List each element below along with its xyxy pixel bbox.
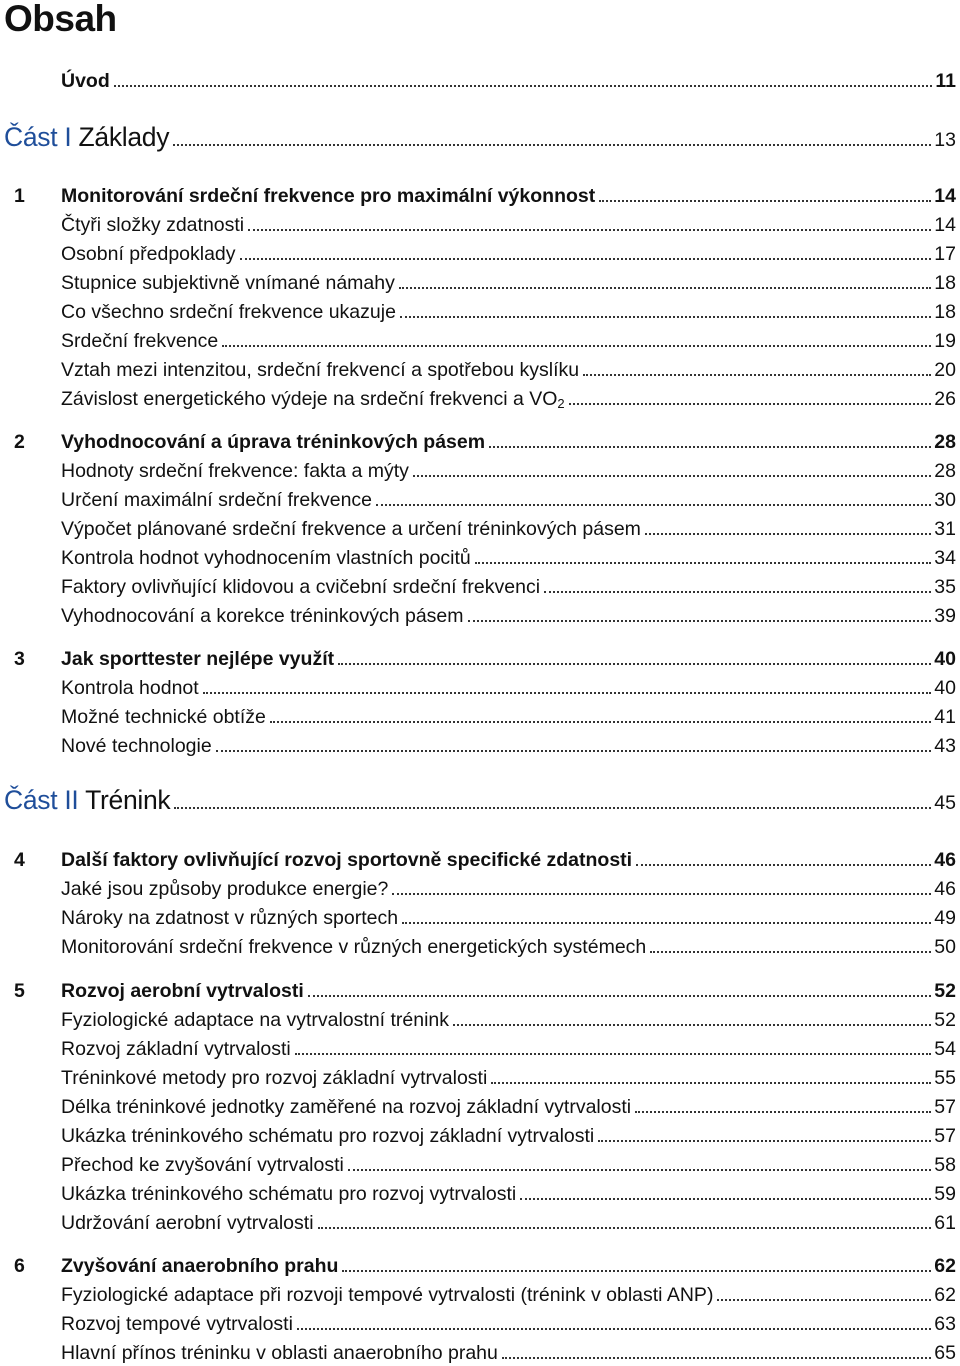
toc-entry[interactable]: [0, 243, 960, 265]
toc-entry[interactable]: [0, 878, 960, 900]
toc-label: [61, 1313, 293, 1335]
toc-label: [61, 185, 595, 207]
toc-label: [4, 122, 169, 152]
toc-page-number: 26: [934, 388, 956, 411]
toc-number: 6: [14, 1255, 25, 1278]
dot-leader: [248, 229, 931, 231]
dot-leader: [402, 922, 931, 924]
toc-label: [61, 1125, 594, 1147]
toc-number: 3: [14, 648, 25, 671]
toc-chapter[interactable]: [0, 980, 960, 1002]
toc-entry[interactable]: [0, 907, 960, 929]
dot-leader: [295, 1053, 932, 1055]
toc-entry[interactable]: [0, 547, 960, 569]
toc-label: [61, 1009, 449, 1031]
page-title: Obsah: [4, 0, 117, 39]
dot-leader: [174, 807, 931, 809]
toc-page-number: 45: [934, 791, 956, 814]
toc-label: [61, 677, 199, 699]
toc-label-text: Rozvoj základní vytrvalosti: [61, 1038, 291, 1061]
toc-page-number: 28: [934, 460, 956, 483]
toc-label: [61, 1067, 487, 1089]
toc-page-number: 46: [934, 849, 956, 872]
toc-label: [61, 359, 579, 381]
toc-label: [61, 576, 540, 598]
toc-page-number: 35: [934, 576, 956, 599]
toc-page-number: 63: [934, 1313, 956, 1336]
toc-label: [61, 1284, 713, 1306]
toc-page-number: 52: [934, 980, 956, 1003]
toc-label-text: Přechod ke zvyšování vytrvalosti: [61, 1154, 344, 1177]
toc-label-text: Vyhodnocování a korekce tréninkových pásem: [61, 605, 464, 628]
part-title: Základy: [78, 121, 170, 152]
toc-label: [61, 878, 388, 900]
toc-label: [61, 1096, 631, 1118]
dot-leader: [392, 893, 931, 895]
toc-page-number: 31: [934, 518, 956, 541]
toc-label-text: Tréninkové metody pro rozvoj základní vytrvalosti: [61, 1067, 488, 1090]
dot-leader: [270, 721, 931, 723]
toc-entry[interactable]: [0, 1212, 960, 1234]
toc-label: [61, 1342, 498, 1364]
dot-leader: [468, 620, 932, 622]
toc-page-number: 34: [934, 547, 956, 570]
toc-entry[interactable]: [0, 272, 960, 294]
toc-label: [61, 460, 409, 482]
toc-label-text: Úvod: [61, 70, 110, 93]
toc-label-text: Zvyšování anaerobního prahu: [61, 1255, 339, 1278]
toc-chapter[interactable]: [0, 431, 960, 453]
toc-label-text: Ukázka tréninkového schématu pro rozvoj základní vytrvalosti: [61, 1125, 595, 1148]
toc-label: [61, 648, 334, 670]
dot-leader: [376, 504, 931, 506]
toc-entry[interactable]: [0, 1154, 960, 1176]
toc-page-number: 40: [934, 648, 956, 671]
dot-leader: [318, 1227, 932, 1229]
toc-entry[interactable]: [0, 1125, 960, 1147]
toc-label: [4, 785, 170, 815]
dot-leader: [598, 1140, 931, 1142]
dot-leader: [502, 1357, 931, 1359]
dot-leader: [583, 374, 931, 376]
toc-entry[interactable]: [0, 1342, 960, 1364]
dot-leader: [114, 85, 933, 87]
toc-page-number: 43: [934, 735, 956, 758]
dot-leader: [489, 446, 931, 448]
toc-page-number: 39: [934, 605, 956, 628]
toc-label: [61, 388, 565, 410]
toc-label: [61, 1183, 516, 1205]
toc-chapter[interactable]: [0, 648, 960, 670]
dot-leader: [645, 533, 931, 535]
toc-label: [61, 547, 471, 569]
toc-label-text: Faktory ovlivňující klidovou a cvičební srdeční frekvenci: [61, 576, 541, 599]
dot-leader: [203, 692, 932, 694]
toc-page-number: 18: [934, 301, 956, 324]
toc-label: [61, 489, 372, 511]
toc-page-number: 18: [934, 272, 956, 295]
part-number: Část II: [4, 784, 79, 815]
toc-label-text: Délka tréninkové jednotky zaměřené na rozvoj základní vytrvalosti: [61, 1096, 632, 1119]
toc-number: 1: [14, 185, 25, 208]
toc-label-text: Jaké jsou způsoby produkce energie?: [61, 878, 389, 901]
toc-label: [61, 243, 236, 265]
toc-label-text: Fyziologické adaptace na vytrvalostní trénink: [61, 1009, 450, 1032]
toc-label-text: Srdeční frekvence: [61, 330, 219, 353]
toc-label-text: Možné technické obtíže: [61, 706, 266, 729]
dot-leader: [636, 864, 931, 866]
toc-page-number: 14: [934, 185, 956, 208]
toc-label: [61, 849, 632, 871]
toc-entry[interactable]: [0, 518, 960, 540]
toc-page-number: 59: [934, 1183, 956, 1206]
dot-leader: [173, 144, 931, 146]
toc-label-text: Ukázka tréninkového schématu pro rozvoj vytrvalosti: [61, 1183, 517, 1206]
toc-page-number: 40: [934, 677, 956, 700]
toc-entry[interactable]: [0, 735, 960, 757]
toc-label-text: Jak sporttester nejlépe využít: [61, 648, 335, 671]
dot-leader: [717, 1299, 931, 1301]
toc-entry[interactable]: [0, 301, 960, 323]
subscript: 2: [557, 396, 565, 412]
toc-label-text: Osobní předpoklady: [61, 243, 236, 266]
toc-label-text: Určení maximální srdeční frekvence: [61, 489, 373, 512]
part-number: Část I: [4, 121, 72, 152]
dot-leader: [453, 1024, 931, 1026]
dot-leader: [599, 200, 931, 202]
toc-entry[interactable]: [0, 1284, 960, 1306]
toc-page-number: 30: [934, 489, 956, 512]
toc-page-number: 54: [934, 1038, 956, 1061]
toc-label-text: Hlavní přínos tréninku v oblasti anaerobního prahu: [61, 1342, 498, 1365]
toc-label-text: Kontrola hodnot: [61, 677, 199, 700]
toc-page-number: 61: [934, 1212, 956, 1235]
toc-entry[interactable]: [0, 489, 960, 511]
toc-label: [61, 706, 266, 728]
toc-page-number: 62: [934, 1255, 956, 1278]
toc-label: [61, 518, 641, 540]
toc-page-number: 20: [934, 359, 956, 382]
toc-chapter[interactable]: [0, 185, 960, 207]
toc-page-number: 11: [935, 70, 956, 93]
dot-leader: [544, 591, 931, 593]
toc-label: [61, 70, 110, 92]
dot-leader: [342, 1270, 931, 1272]
toc-entry[interactable]: [0, 576, 960, 598]
toc-label: [61, 1038, 291, 1060]
part-title: Trénink: [85, 784, 171, 815]
toc-entry[interactable]: [0, 1009, 960, 1031]
dot-leader: [650, 951, 931, 953]
dot-leader: [308, 995, 932, 997]
toc-label: [61, 1255, 338, 1277]
dot-leader: [338, 663, 931, 665]
toc-intro[interactable]: [0, 70, 960, 92]
toc-entry[interactable]: [0, 1313, 960, 1335]
toc-label-text: Monitorování srdeční frekvence v různých energetických systémech: [61, 936, 647, 959]
toc-label: [61, 907, 398, 929]
toc-page-number: 57: [934, 1096, 956, 1119]
toc-label-text: Vyhodnocování a úprava tréninkových pásem: [61, 431, 486, 454]
toc-label: [61, 1212, 314, 1234]
toc-label: [61, 431, 485, 453]
toc-label: [61, 980, 304, 1002]
toc-page-number: 50: [934, 936, 956, 959]
toc-label: [61, 214, 244, 236]
dot-leader: [399, 287, 931, 289]
toc-label-text: Monitorování srdeční frekvence pro maximální výkonnost: [61, 185, 596, 208]
toc-label-text: Čtyři složky zdatnosti: [61, 214, 245, 237]
toc-page-number: 52: [934, 1009, 956, 1032]
toc-entry[interactable]: [0, 605, 960, 627]
toc-entry[interactable]: [0, 388, 960, 410]
toc-label-text: Rozvoj aerobní vytrvalosti: [61, 980, 304, 1003]
toc-label-text: Vztah mezi intenzitou, srdeční frekvencí a spotřebou kyslíku: [61, 359, 580, 382]
dot-leader: [413, 475, 931, 477]
toc-label-text: Kontrola hodnot vyhodnocením vlastních pocitů: [61, 547, 471, 570]
dot-leader: [348, 1169, 931, 1171]
toc-label: [61, 301, 396, 323]
dot-leader: [635, 1111, 931, 1113]
toc-page-number: 28: [934, 431, 956, 454]
toc-label-text: Stupnice subjektivně vnímané námahy: [61, 272, 395, 295]
dot-leader: [491, 1082, 931, 1084]
toc-page-number: 19: [934, 330, 956, 353]
toc-entry[interactable]: [0, 330, 960, 352]
toc-page-number: 58: [934, 1154, 956, 1177]
dot-leader: [520, 1198, 931, 1200]
dot-leader: [297, 1328, 931, 1330]
toc-label: [61, 330, 218, 352]
dot-leader: [475, 562, 932, 564]
toc-number: 2: [14, 431, 25, 454]
toc-label-text: Výpočet plánované srdeční frekvence a určení tréninkových pásem: [61, 518, 641, 541]
toc-page-number: 62: [934, 1284, 956, 1307]
dot-leader: [400, 316, 931, 318]
toc-label: [61, 272, 395, 294]
toc-label: [61, 735, 212, 757]
toc-entry[interactable]: [0, 1183, 960, 1205]
toc-label-text: Nároky na zdatnost v různých sportech: [61, 907, 399, 930]
toc-label: [61, 936, 646, 958]
toc-entry[interactable]: [0, 677, 960, 699]
dot-leader: [216, 750, 932, 752]
toc-page-number: 55: [934, 1067, 956, 1090]
toc-entry[interactable]: [0, 706, 960, 728]
toc-page-number: 57: [934, 1125, 956, 1148]
toc-page-number: 49: [934, 907, 956, 930]
toc-page-number: 46: [934, 878, 956, 901]
toc-entry[interactable]: [0, 359, 960, 381]
toc-label: [61, 605, 464, 627]
toc-part[interactable]: [0, 122, 960, 155]
toc-label-text: Co všechno srdeční frekvence ukazuje: [61, 301, 396, 324]
dot-leader: [240, 258, 932, 260]
toc-label-text: Hodnoty srdeční frekvence: fakta a mýty: [61, 460, 409, 483]
toc-entry[interactable]: [0, 1096, 960, 1118]
toc-label-text: Další faktory ovlivňující rozvoj sportovně specifické zdatnosti: [61, 849, 633, 872]
dot-leader: [569, 403, 932, 405]
toc-part[interactable]: [0, 785, 960, 818]
toc-page-number: 65: [934, 1342, 956, 1365]
toc-entry[interactable]: [0, 1067, 960, 1089]
toc-label-text: Fyziologické adaptace při rozvoji tempové vytrvalosti (trénink v oblasti ANP): [61, 1284, 714, 1307]
toc-entry[interactable]: [0, 214, 960, 236]
toc-number: 4: [14, 849, 25, 872]
toc-page-number: 17: [934, 243, 956, 266]
dot-leader: [222, 345, 931, 347]
toc-page-number: 14: [934, 214, 956, 237]
toc-chapter[interactable]: [0, 849, 960, 871]
toc-label-text: Rozvoj tempové vytrvalosti: [61, 1313, 293, 1336]
toc-label-text: Nové technologie: [61, 735, 212, 758]
toc-entry[interactable]: [0, 936, 960, 958]
toc-page-number: 13: [934, 128, 956, 151]
toc-label-text: Udržování aerobní vytrvalosti: [61, 1212, 314, 1235]
toc-number: 5: [14, 980, 25, 1003]
toc-entry[interactable]: [0, 460, 960, 482]
toc-page-number: 41: [934, 706, 956, 729]
toc-entry[interactable]: [0, 1038, 960, 1060]
toc-chapter[interactable]: [0, 1255, 960, 1277]
toc-label: [61, 1154, 344, 1176]
toc-label-text: Závislost energetického výdeje na srdeční frekvenci a VO: [61, 388, 558, 411]
